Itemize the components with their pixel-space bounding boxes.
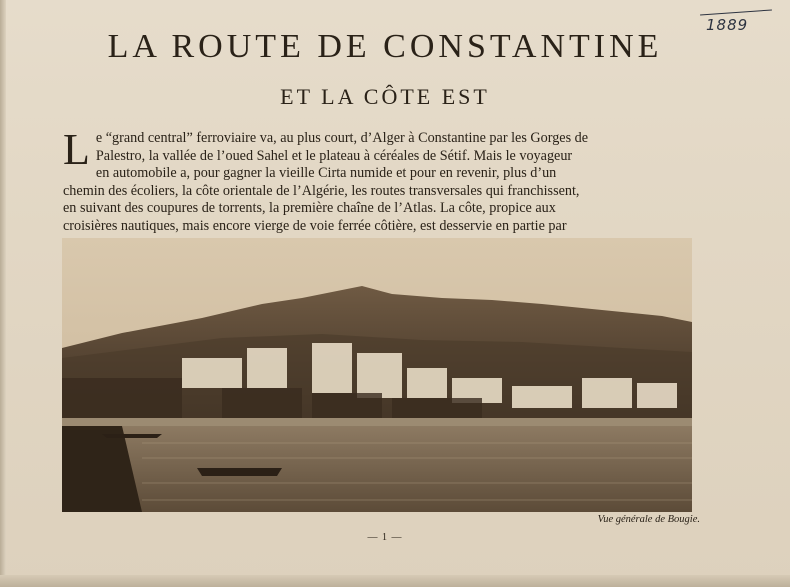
page-binding-edge <box>0 0 6 587</box>
body-paragraph <box>63 125 693 236</box>
photograph-bougie-harbor <box>62 238 692 512</box>
page-bottom-edge <box>0 575 790 587</box>
body-line: en suivant des coupures de torrents, la première chaîne de l’Atlas. La côte, propice aux <box>63 200 556 217</box>
photo-caption: Vue générale de Bougie. <box>597 514 700 525</box>
body-line: chemin des écoliers, la côte orientale de l’Algérie, les routes transversales qui franchissent, <box>63 182 580 199</box>
catalog-note-text: 1889 <box>706 16 749 34</box>
body-line: croisières nautiques, mais encore vierge de voie ferrée côtière, est desservie en partie par <box>63 217 567 234</box>
page-subtitle: ET LA CÔTE EST <box>280 84 490 109</box>
photo-illustration <box>62 238 692 512</box>
page-title: LA ROUTE DE CONSTANTINE <box>107 28 663 65</box>
body-line: en automobile a, pour gagner la vieille Cirta numide et pour en revenir, plus d’un <box>95 165 557 182</box>
body-line: e “grand central” ferroviaire va, au plus court, d’Alger à Constantine par les Gorges de <box>95 130 589 146</box>
page-number: — 1 — <box>367 532 403 543</box>
body-line: Palestro, la vallée de l’oued Sahel et le plateau à céréales de Sétif. Mais le voyageur <box>95 147 573 164</box>
drop-cap: L <box>63 125 90 174</box>
